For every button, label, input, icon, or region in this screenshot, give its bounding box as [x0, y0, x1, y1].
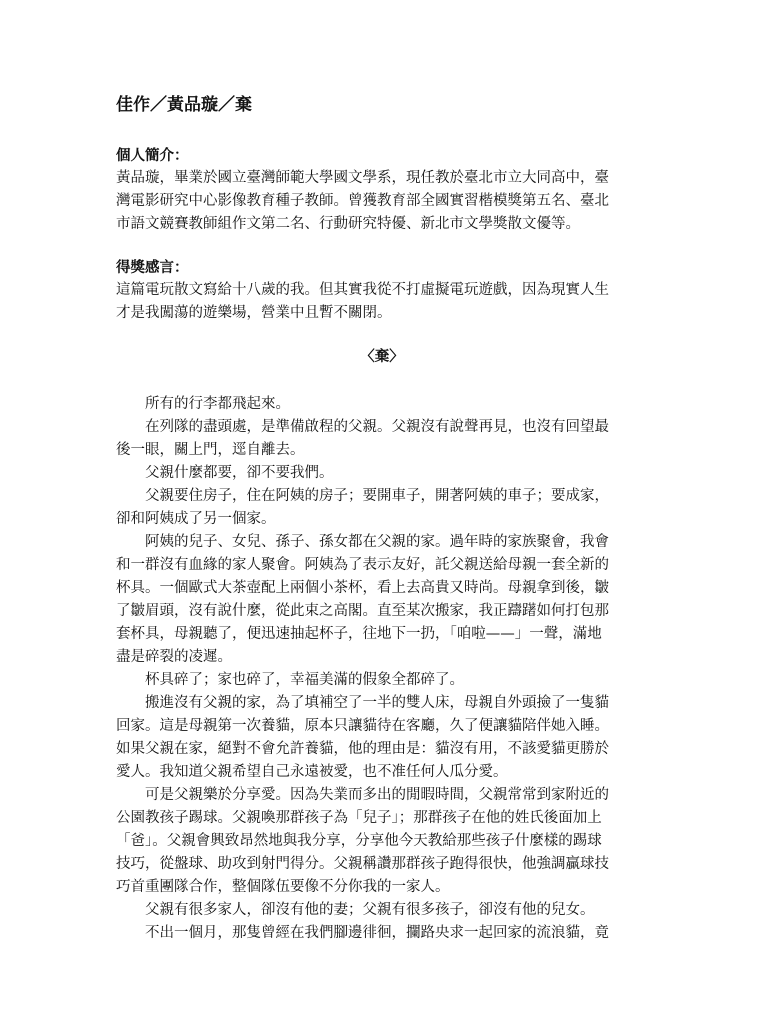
story-line: 父親要住房子，住在阿姨的房子；要開車子，開著阿姨的車子；要成家，	[145, 488, 609, 504]
story-line: 杯具碎了；家也碎了，幸福美滿的假象全都碎了。	[145, 672, 464, 688]
story-line: 不出一個月，那隻曾經在我們腳邊徘徊，攔路央求一起回家的流浪貓，竟	[145, 925, 609, 941]
story-line: 和一群沒有血緣的家人聚會。阿姨為了表示友好，託父親送給母親一套全新的	[116, 557, 609, 573]
profile-line: 市語文競賽教師組作文第二名、行動研究特優、新北市文學獎散文優等。	[116, 216, 580, 232]
story-line: 盡是碎裂的凌遲。	[116, 649, 232, 665]
story-line: 了皺眉頭，沒有說什麼，從此束之高閣。直至某次搬家，我正躊躇如何打包那	[116, 603, 609, 619]
story-line: 所有的行李都飛起來。	[145, 396, 290, 412]
story-line: 在列隊的盡頭處，是準備啟程的父親。父親沒有說聲再見，也沒有回望最	[145, 419, 609, 435]
story-line: 杯具。一個歐式大茶壺配上兩個小茶杯，看上去高貴又時尚。母親拿到後，皺	[116, 580, 609, 596]
story-line: 搬進沒有父親的家，為了填補空了一半的雙人床，母親自外頭撿了一隻貓	[145, 695, 609, 711]
story-line: 卻和阿姨成了另一個家。	[116, 511, 276, 527]
profile-section	[116, 144, 648, 236]
profile-line: 灣電影研究中心影像教育種子教師。曾獲教育部全國實習楷模獎第五名、臺北	[116, 193, 609, 209]
remarks-paragraph	[116, 279, 648, 325]
story-line: 父親有很多家人，卻沒有他的妻；父親有很多孩子，卻沒有他的兒女。	[145, 902, 595, 918]
story-line: 可是父親樂於分享愛。因為失業而多出的閒暇時間，父親常常到家附近的	[145, 787, 609, 803]
story-line: 套杯具，母親聽了，便迅速抽起杯子，往地下一扔，「咱啦——」一聲，滿地	[116, 626, 602, 642]
story-line: 技巧，從盤球、助攻到射門得分。父親稱讚那群孩子跑得很快，他強調贏球技	[116, 856, 609, 872]
story-line: 父親什麼都要，卻不要我們。	[145, 465, 334, 481]
profile-line: 黃品璇，畢業於國立臺灣師範大學國文學系，現任教於臺北市立大同高中，臺	[116, 170, 609, 186]
story-body	[116, 393, 648, 945]
story-line: 公園教孩子踢球。父親喚那群孩子為「兒子」；那群孩子在他的姓氏後面加上	[116, 810, 602, 826]
remarks-section	[116, 256, 648, 325]
remarks-line: 這篇電玩散文寫給十八歲的我。但其實我從不打虛擬電玩遊戲，因為現實人生	[116, 282, 609, 298]
document-page	[116, 92, 648, 945]
work-title: 〈棄〉	[360, 348, 404, 365]
story-line: 愛人。我知道父親希望自己永遠被愛，也不准任何人瓜分愛。	[116, 764, 508, 780]
remarks-line: 才是我闖蕩的遊樂場，營業中且暫不關閉。	[116, 305, 392, 321]
story-line: 後一眼，關上門，逕自離去。	[116, 442, 305, 458]
document-title: 佳作／黃品璇／棄	[116, 95, 252, 115]
story-line: 阿姨的兒子、女兒、孫子、孫女都在父親的家。過年時的家族聚會，我會	[145, 534, 609, 550]
remarks-heading: 得獎感言：	[116, 259, 189, 276]
story-line: 如果父親在家，絕對不會允許養貓，他的理由是：貓沒有用，不該愛貓更勝於	[116, 741, 609, 757]
profile-heading: 個人簡介：	[116, 147, 189, 164]
story-line: 「爸」。父親會興致昂然地與我分享，分享他今天教給那些孩子什麼樣的踢球	[116, 833, 602, 849]
story-line: 回家。這是母親第一次養貓，原本只讓貓待在客廳，久了便讓貓陪伴她入睡。	[116, 718, 609, 734]
story-line: 巧首重團隊合作，整個隊伍要像不分你我的一家人。	[116, 879, 450, 895]
profile-paragraph	[116, 167, 648, 236]
